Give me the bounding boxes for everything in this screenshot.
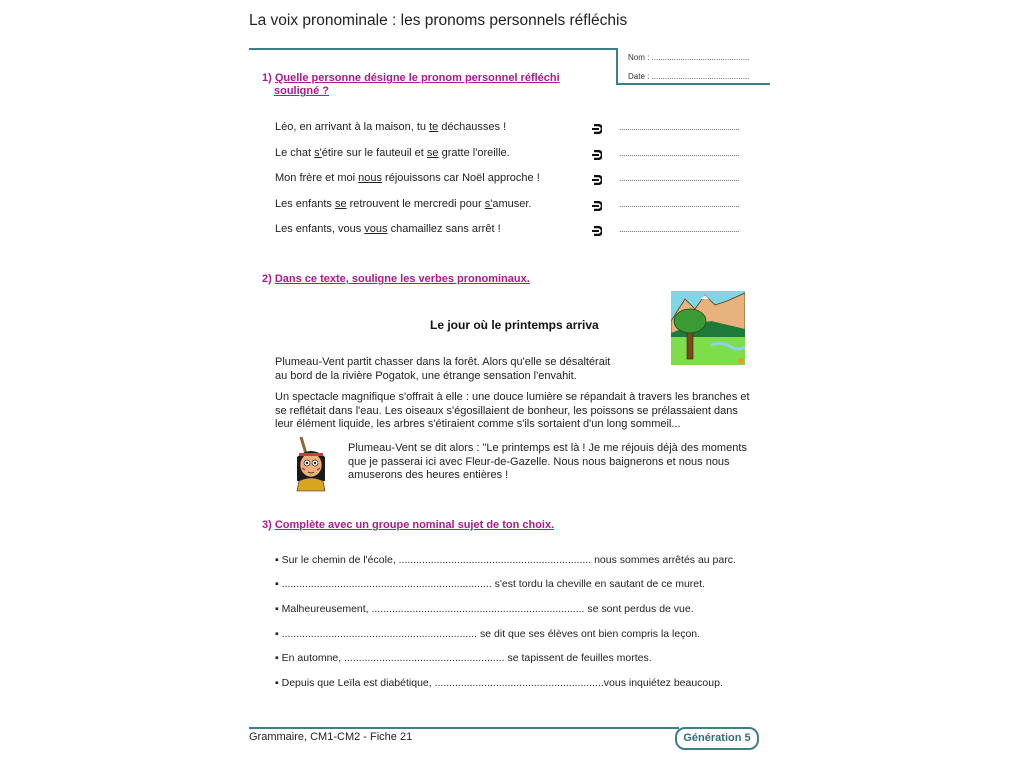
underlined-pronoun: s' — [484, 198, 493, 210]
sentence-text: Le chat — [275, 147, 315, 159]
section2-heading — [262, 273, 530, 285]
paragraph-line: que je passerai ici avec Fleur-de-Gazelle. Nous nous baignerons et nous nous — [348, 455, 730, 468]
sentence-text: Les enfants, vous — [275, 223, 365, 235]
fill-in-item-4[interactable]: ▪ ................................................................... se dit que ses élèves ont bien compris la leçon. — [275, 628, 701, 640]
section2-heading-text: Dans ce texte, souligne les verbes pronominaux. — [274, 273, 530, 285]
sentence-text: amuser. — [492, 198, 532, 210]
name-field[interactable]: Nom : ............................................ — [628, 53, 750, 62]
underlined-pronoun: nous — [358, 172, 382, 184]
section3-number: 3) — [262, 519, 275, 531]
paragraph-line: Un spectacle magnifique s'offrait à elle : une douce lumière se répandait à travers les branches et — [275, 391, 750, 403]
underlined-pronoun: se — [334, 198, 347, 210]
arrow-icon — [591, 150, 602, 160]
paragraph-line: au bord de la rivière Pogatok, une étrange sensation l'envahit. — [275, 369, 577, 382]
answer-field-2[interactable]: ............................................................ — [619, 148, 740, 158]
paragraph-line: se reflétait dans l'eau. Les oiseaux s'égosillaient de bonheur, les poissons se prélassaient dans — [275, 404, 738, 417]
sentence-text: étire sur le fauteuil et — [321, 147, 427, 159]
fill-in-item-5[interactable]: ▪ En automne, ....................................................... se tapissent de feuilles mortes. — [275, 652, 652, 664]
header-rule-right — [616, 83, 770, 85]
sentence-text: gratte l'oreille. — [438, 147, 510, 159]
sentence-text: Mon frère et moi — [275, 172, 359, 184]
native-girl-illustration — [291, 435, 331, 493]
paragraph-line: leur élément liquide, les arbres s'étiraient comme s'ils sortaient d'un long sommeil... — [275, 418, 681, 430]
answer-field-5[interactable]: ............................................................ — [619, 224, 740, 234]
fill-in-item-1[interactable]: ▪ Sur le chemin de l'école, .................................................................. nous sommes arrêtés au parc. — [275, 554, 736, 566]
landscape-illustration — [671, 291, 745, 365]
footer-rule — [249, 727, 679, 729]
arrow-icon — [591, 124, 602, 134]
section1-heading-line2: souligné ? — [274, 85, 329, 97]
sentence-text: déchausses ! — [438, 121, 507, 133]
section1-heading-line1: Quelle personne désigne le pronom personnel réfléchi — [274, 72, 560, 84]
sentence-text: retrouvent le mercredi pour — [346, 198, 485, 210]
paragraph-line: Plumeau-Vent se dit alors : "Le printemps est là ! Je me réjouis déjà des moments — [348, 442, 747, 454]
section3-heading-text: Complète avec un groupe nominal sujet de ton choix. — [274, 519, 555, 531]
underlined-pronoun: vous — [364, 223, 388, 235]
underlined-pronoun: te — [429, 121, 439, 133]
section1-number: 1) — [262, 72, 275, 84]
sentence-text: chamaillez sans arrêt ! — [387, 223, 501, 235]
sentence-3 — [275, 172, 540, 184]
story-paragraph-3 — [348, 442, 747, 483]
arrow-icon — [591, 175, 602, 185]
page-title: La voix pronominale : les pronoms personnels réfléchis — [249, 12, 628, 29]
sentence-text: réjouissons car Noël approche ! — [382, 172, 540, 184]
sentence-1 — [275, 121, 506, 133]
story-paragraph-2 — [275, 391, 750, 432]
paragraph-line: amuserons des heures entières ! — [348, 469, 509, 481]
fill-in-item-2[interactable]: ▪ ........................................................................ s'est tordu la cheville en sautant de ce muret. — [275, 578, 705, 590]
story-paragraph-1 — [275, 356, 610, 383]
section1-heading — [262, 72, 560, 98]
fill-in-item-3[interactable]: ▪ Malheureusement, ......................................................................... se sont perdus de vue. — [275, 603, 694, 615]
underlined-pronoun: s' — [314, 147, 322, 159]
sentence-2 — [275, 147, 510, 159]
date-field[interactable]: Date : ............................................ — [628, 72, 750, 81]
header-rule-vertical — [616, 48, 618, 85]
footer-reference: Grammaire, CM1-CM2 - Fiche 21 — [249, 731, 413, 743]
section3-heading — [262, 519, 554, 531]
story-title: Le jour où le printemps arriva — [430, 318, 599, 332]
sentence-text: Léo, en arrivant à la maison, tu — [275, 121, 430, 133]
sentence-5 — [275, 223, 501, 235]
answer-field-3[interactable]: ............................................................ — [619, 173, 740, 183]
answer-field-4[interactable]: ............................................................ — [619, 199, 740, 209]
answer-field-1[interactable]: ............................................................ — [619, 122, 740, 132]
header-rule — [249, 48, 618, 50]
sentence-text: Les enfants — [275, 198, 335, 210]
paragraph-line: Plumeau-Vent partit chasser dans la forêt. Alors qu'elle se désaltérait — [275, 356, 611, 368]
publisher-badge: Génération 5 — [675, 727, 759, 750]
fill-in-item-6[interactable]: ▪ Depuis que Leïla est diabétique, ..........................................................vous inquiétez beaucoup. — [275, 677, 723, 689]
underlined-pronoun: se — [426, 147, 439, 159]
arrow-icon — [591, 201, 602, 211]
sentence-4 — [275, 198, 531, 210]
section2-number: 2) — [262, 273, 275, 285]
arrow-icon — [591, 226, 602, 236]
